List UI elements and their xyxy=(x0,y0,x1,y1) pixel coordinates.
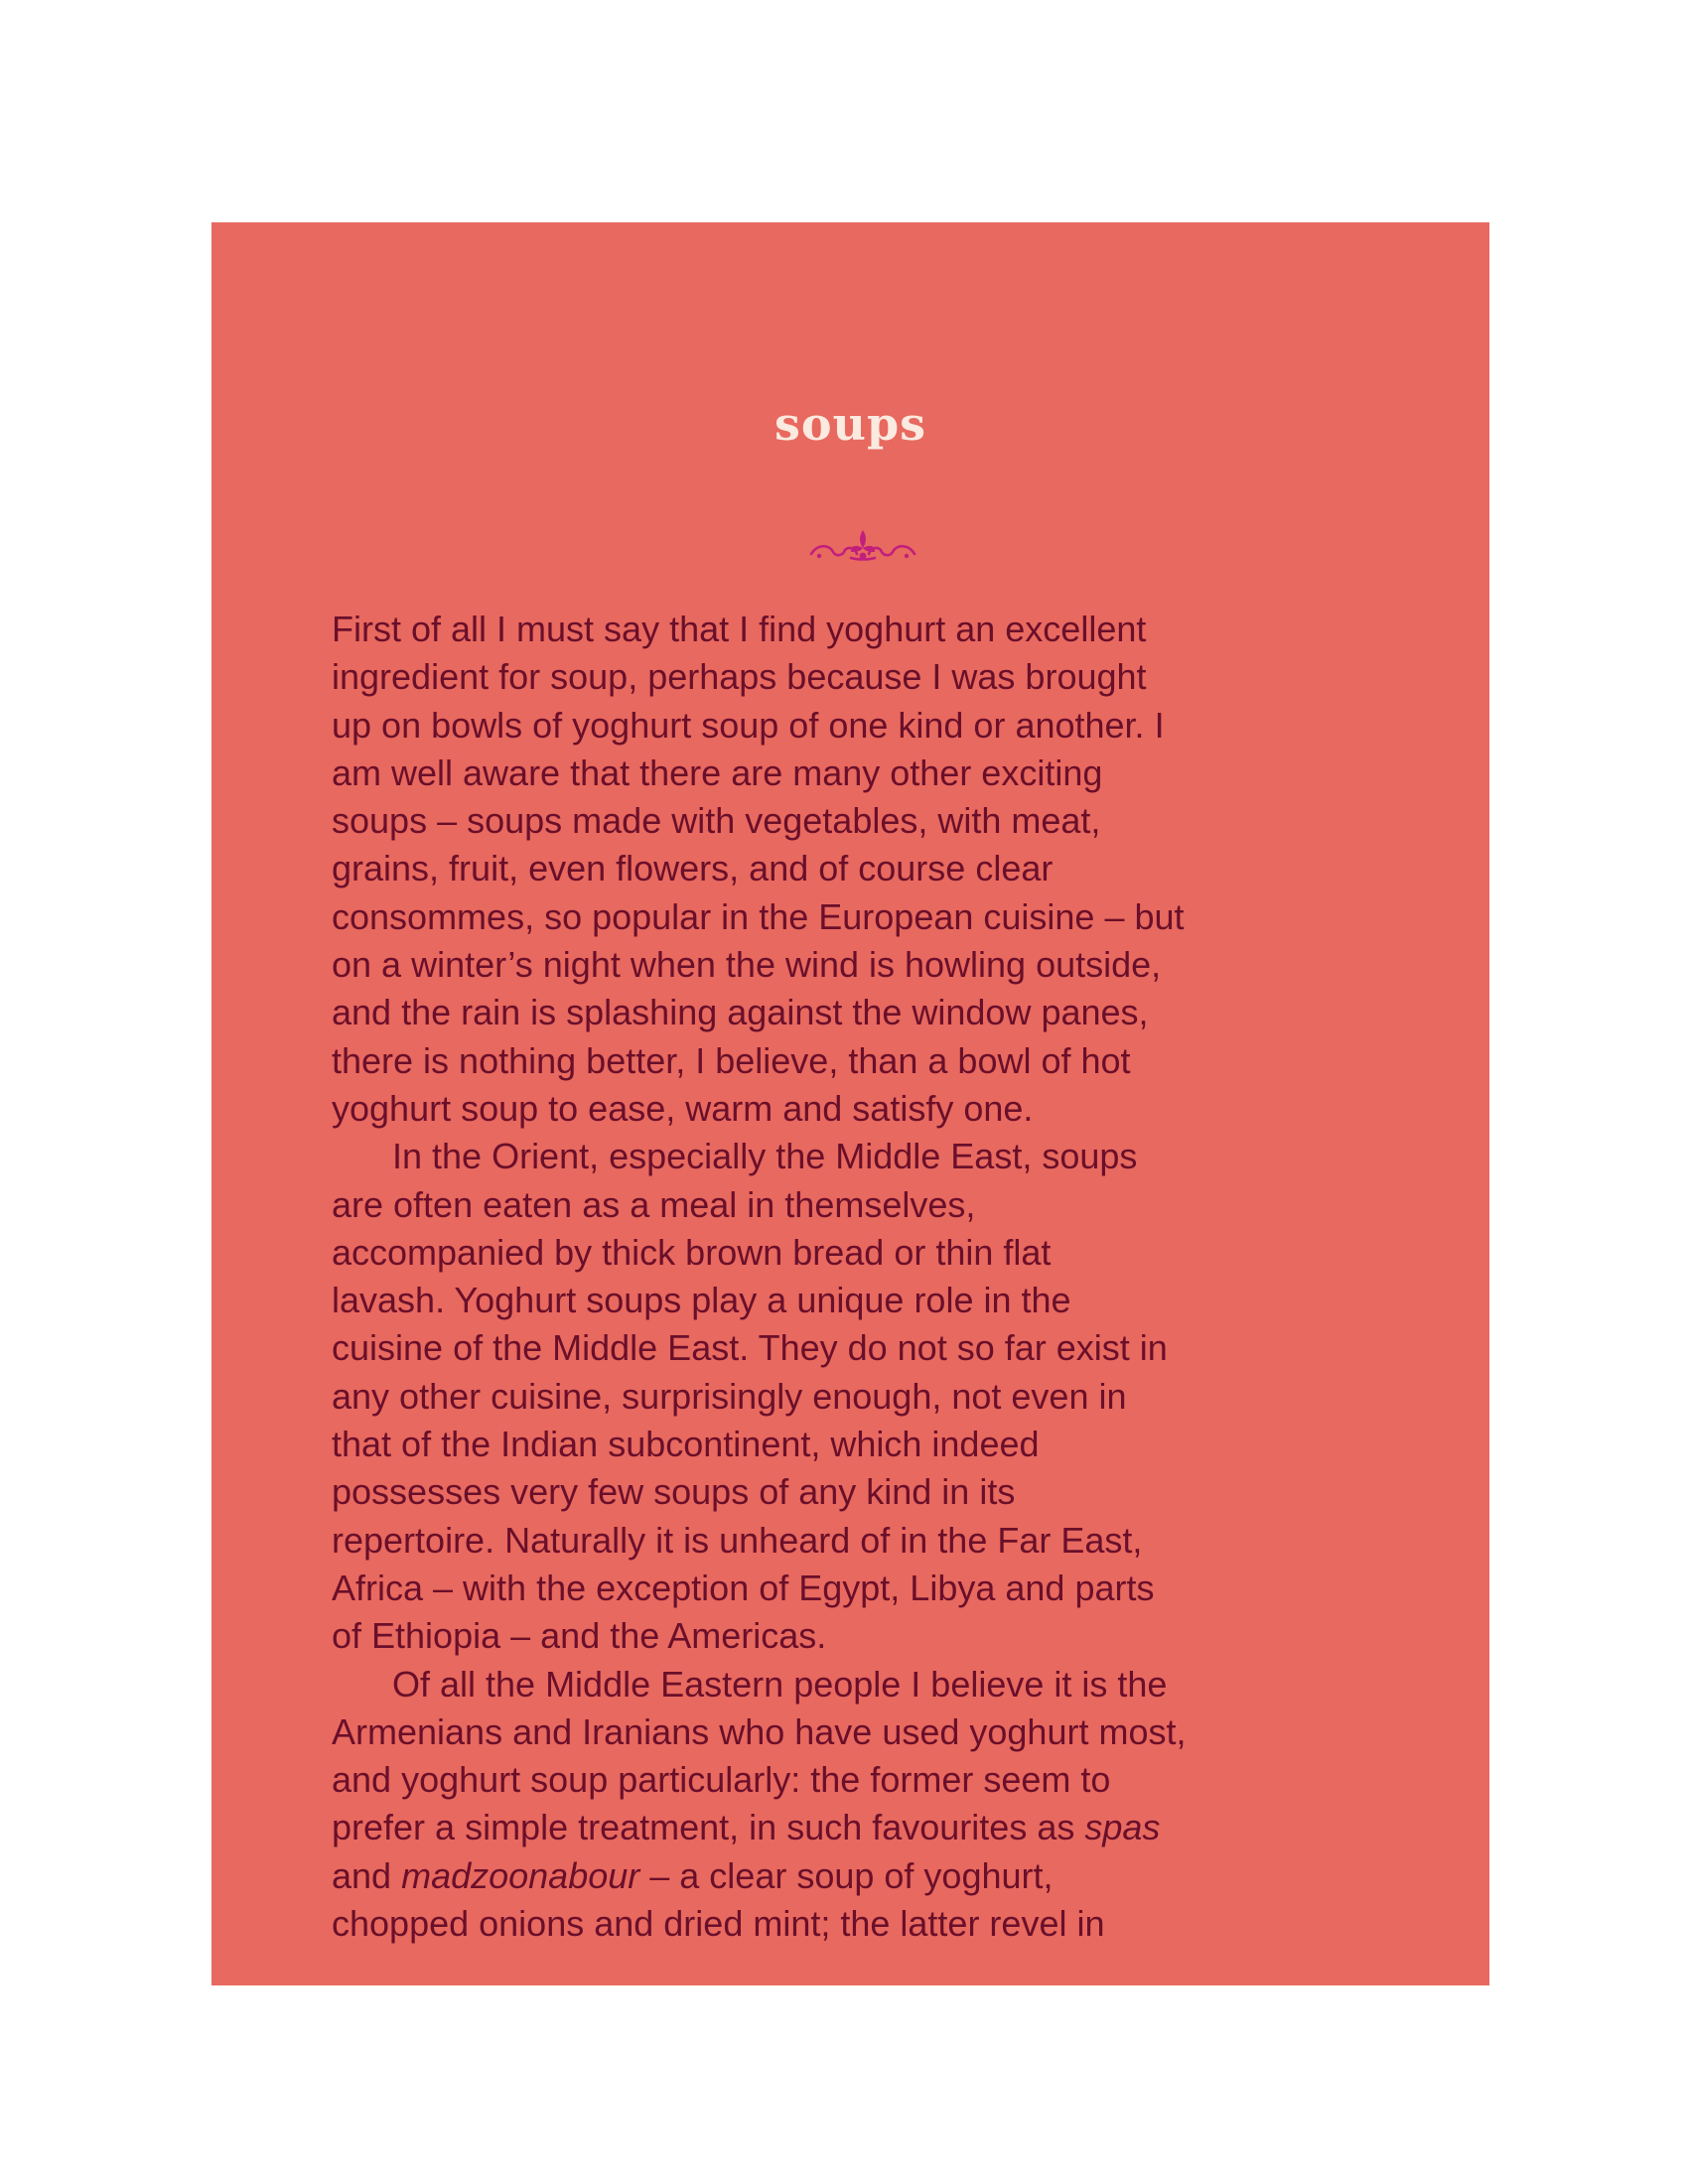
text-line xyxy=(332,1037,1424,1085)
line-text: of Ethiopia – and the Americas. xyxy=(332,1615,827,1657)
body-text xyxy=(332,606,1424,1948)
text-line xyxy=(332,941,1424,989)
text-line xyxy=(332,1756,1424,1804)
text-line xyxy=(332,702,1424,750)
text-line xyxy=(332,1133,1424,1180)
italic-term: spas xyxy=(1084,1807,1161,1848)
line-text: Of all the Middle Eastern people I believe it is the xyxy=(392,1663,1168,1705)
line-text: First of all I must say that I find yoghurt an excellent xyxy=(332,609,1147,649)
line-text: am well aware that there are many other exciting xyxy=(332,751,1103,793)
text-line xyxy=(332,845,1424,892)
text-line xyxy=(332,1708,1424,1756)
line-text: that of the Indian subcontinent, which indeed xyxy=(332,1424,1040,1465)
line-text: are often eaten as a meal in themselves, xyxy=(332,1183,976,1225)
text-line xyxy=(332,1085,1424,1133)
text-line xyxy=(332,1517,1424,1565)
line-text: consommes, so popular in the European cuisine – but xyxy=(332,895,1185,937)
text-line xyxy=(332,1468,1424,1516)
line-text: there is nothing better, I believe, than a bowl of hot xyxy=(332,1039,1131,1081)
line-text: and the rain is splashing against the window panes, xyxy=(332,992,1149,1033)
text-line xyxy=(332,1421,1424,1468)
line-text: Africa – with the exception of Egypt, Libya and parts xyxy=(332,1567,1155,1608)
line-text: and xyxy=(332,1854,402,1896)
text-line xyxy=(332,1612,1424,1660)
line-text: soups – soups made with vegetables, with meat, xyxy=(332,800,1101,842)
line-text: and yoghurt soup particularly: the former seem to xyxy=(332,1759,1111,1801)
line-text: chopped onions and dried mint; the latter revel in xyxy=(332,1903,1105,1945)
italic-term: madzoonabour xyxy=(401,1854,640,1896)
text-line xyxy=(332,653,1424,701)
line-text: up on bowls of yoghurt soup of one kind or another. I xyxy=(332,704,1165,746)
line-text: Armenians and Iranians who have used yoghurt most, xyxy=(332,1710,1187,1752)
text-line xyxy=(332,1661,1424,1708)
line-text: In the Orient, especially the Middle East, soups xyxy=(392,1136,1138,1177)
text-line xyxy=(332,1565,1424,1612)
line-text: cuisine of the Middle East. They do not so far exist in xyxy=(332,1327,1168,1369)
text-line xyxy=(332,1900,1424,1948)
text-line xyxy=(332,1804,1424,1851)
text-line xyxy=(332,893,1424,941)
line-text: prefer a simple treatment, in such favourites as xyxy=(332,1807,1085,1848)
text-line xyxy=(332,1229,1424,1277)
line-text: grains, fruit, even flowers, and of course clear xyxy=(332,848,1054,889)
text-line xyxy=(332,1181,1424,1229)
text-line xyxy=(332,1324,1424,1372)
section-title: soups xyxy=(774,397,927,451)
line-text-after: – a clear soup of yoghurt, xyxy=(639,1854,1054,1896)
floral-flourish-icon xyxy=(807,526,918,566)
text-line xyxy=(332,1277,1424,1324)
text-line xyxy=(332,606,1424,653)
text-line xyxy=(332,1852,1424,1900)
line-text: any other cuisine, surprisingly enough, not even in xyxy=(332,1375,1127,1417)
line-text: accompanied by thick brown bread or thin flat xyxy=(332,1231,1052,1273)
content-panel xyxy=(211,222,1489,1985)
line-text: possesses very few soups of any kind in its xyxy=(332,1471,1016,1513)
line-text: ingredient for soup, perhaps because I was brought xyxy=(332,656,1147,698)
line-text: on a winter’s night when the wind is howling outside, xyxy=(332,944,1162,986)
line-text: yoghurt soup to ease, warm and satisfy one. xyxy=(332,1087,1034,1129)
text-line xyxy=(332,750,1424,797)
text-line xyxy=(332,1373,1424,1421)
text-line xyxy=(332,797,1424,845)
text-line xyxy=(332,989,1424,1036)
line-text: lavash. Yoghurt soups play a unique role in the xyxy=(332,1280,1071,1321)
line-text: repertoire. Naturally it is unheard of in the Far East, xyxy=(332,1519,1143,1561)
